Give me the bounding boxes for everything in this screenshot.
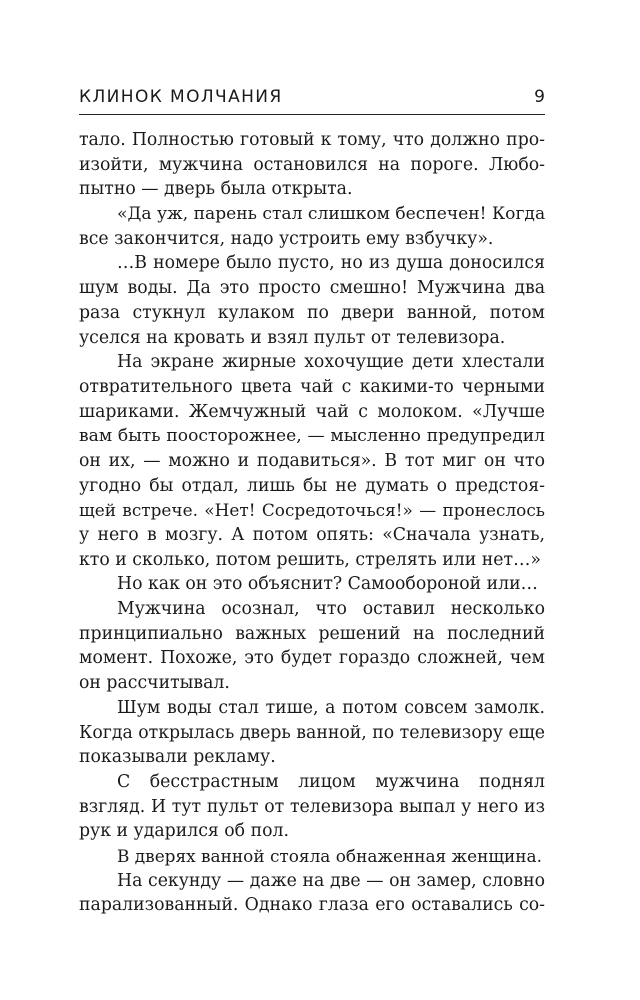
page-number: 9 — [534, 87, 545, 107]
text-line: кто и сколько, потом решить, стрелять или нет…» — [79, 549, 541, 570]
text-line: Мужчина осознал, что оставил несколько — [117, 599, 545, 620]
text-line: В дверях ванной стояла обнаженная женщина. — [117, 845, 542, 866]
page-header — [79, 86, 545, 115]
text-line: момент. Похоже, это будет гораздо сложней, чем — [79, 648, 545, 669]
text-line: Но как он это объяснит? Самообороной или… — [117, 574, 538, 595]
text-line: показывали рекламу. — [79, 747, 276, 768]
text-line: взгляд. И тут пульт от телевизора выпал у него из — [79, 796, 545, 817]
text-line: уселся на кровать и взял пульт от телевизора. — [79, 327, 506, 348]
text-line: он рассчитывал. — [79, 673, 230, 694]
text-line: раза стукнул кулаком по двери ванной, потом — [79, 302, 545, 323]
text-line: пытно — дверь была открыта. — [79, 179, 353, 200]
text-line: «Да уж, парень стал слишком беспечен! Когда — [117, 204, 546, 225]
text-line: вам быть поосторожнее, — мысленно предупредил — [79, 426, 545, 447]
text-line: щей встрече. «Нет! Сосредоточься!» — пронеслось — [79, 500, 545, 521]
text-line: рук и ударился об пол. — [79, 821, 289, 842]
text-line: принципиально важных решений на последний — [79, 623, 545, 644]
text-line: угодно бы отдал, лишь бы не думать о предстоя- — [79, 475, 545, 496]
text-line: На экране жирные хохочущие дети хлестали — [117, 352, 545, 373]
text-line: парализованный. Однако глаза его оставались со- — [79, 895, 545, 916]
text-line: тало. Полностью готовый к тому, что должно про- — [79, 130, 545, 150]
text-line: он их, — можно и подавиться». В тот миг он что — [79, 450, 545, 471]
text-line: Шум воды стал тише, а потом совсем замолк. — [117, 697, 545, 718]
text-line: Когда открылась дверь ванной, по телевизору еще — [79, 722, 545, 743]
text-line: шум воды. Да это просто смешно! Мужчина два — [79, 278, 545, 299]
text-line: все закончится, надо устроить ему взбучку». — [79, 228, 494, 249]
text-line: шариками. Жемчужный чай с молоком. «Лучше — [79, 401, 545, 422]
body-text — [79, 128, 545, 918]
text-line: …В номере было пусто, но из душа доносился — [117, 253, 545, 274]
running-title: КЛИНОК МОЛЧАНИЯ — [79, 87, 283, 107]
text-line: На секунду — даже на две — он замер, словно — [117, 870, 545, 891]
text-line: изойти, мужчина остановился на пороге. Любо- — [79, 154, 545, 175]
text-line: у него в мозгу. А потом опять: «Сначала узнать, — [79, 525, 545, 545]
text-line: С бесстрастным лицом мужчина поднял — [117, 771, 545, 792]
text-line: отвратительного цвета чай с какими-то черными — [79, 376, 545, 397]
